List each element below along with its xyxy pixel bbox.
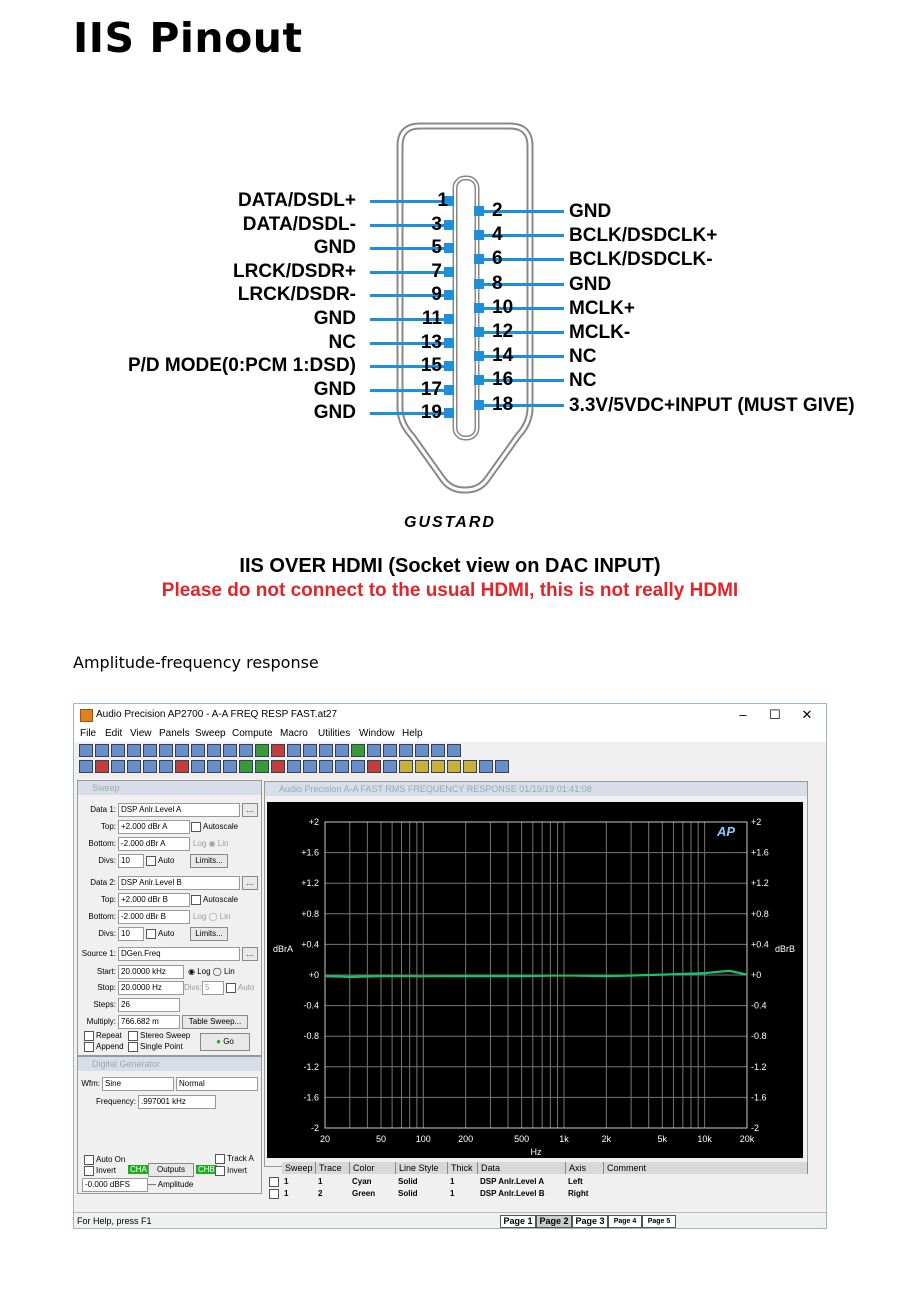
y-tick-label-right: -2 — [751, 1123, 760, 1133]
pin-number: 4 — [492, 224, 503, 246]
page-tab-1[interactable]: Page 1 — [500, 1215, 536, 1228]
zoom-icon[interactable] — [303, 744, 317, 757]
autoscale2-checkbox[interactable] — [191, 895, 201, 905]
pin-label-left: GND — [313, 402, 356, 424]
data1-browse-button[interactable]: ... — [242, 803, 258, 817]
pin-pad — [444, 220, 454, 230]
col-axis[interactable]: Axis — [566, 1162, 604, 1174]
settings-icon[interactable] — [143, 760, 157, 773]
row2-checkbox[interactable] — [269, 1189, 279, 1199]
pin-pad — [444, 243, 454, 253]
arrow-right-icon[interactable] — [287, 760, 301, 773]
pin-pad — [474, 400, 484, 410]
pin-pad — [474, 279, 484, 289]
data2-label: Data 2: — [90, 878, 116, 887]
menu-bar — [74, 726, 826, 742]
zoom-out-icon[interactable] — [319, 744, 333, 757]
table-cell[interactable]: Cyan — [352, 1177, 372, 1186]
tree-red-icon[interactable] — [271, 760, 285, 773]
x-tick-label: 2k — [601, 1134, 612, 1144]
pin-number: 8 — [492, 272, 503, 294]
pin-pad — [474, 375, 484, 385]
pin-number: 3 — [431, 213, 442, 235]
bars-icon[interactable] — [351, 760, 365, 773]
menu-panels[interactable]: Panels — [159, 728, 190, 739]
y-tick-label-left: -1.6 — [303, 1092, 319, 1103]
multiply-field[interactable]: 766.682 m — [118, 1015, 180, 1029]
menu-edit[interactable]: Edit — [105, 728, 123, 739]
spectrum7-icon[interactable] — [495, 760, 509, 773]
log-lin-source-radio[interactable]: ◉ Log ◯ Lin — [188, 967, 235, 976]
y-tick-label-right: -1.2 — [751, 1061, 767, 1072]
divs1-label: Divs: — [98, 856, 116, 865]
auto2-checkbox[interactable] — [146, 929, 156, 939]
status-bar — [74, 1212, 826, 1229]
y-tick-label-right: +0.8 — [751, 908, 769, 919]
paste-icon[interactable] — [239, 744, 253, 757]
col-sweep[interactable]: Sweep — [282, 1162, 316, 1174]
graph-window — [264, 781, 808, 1167]
spectrum5-icon[interactable] — [463, 760, 477, 773]
x-tick-label: 500 — [514, 1134, 530, 1144]
pin-number: 19 — [420, 402, 442, 424]
x-tick-label: 50 — [375, 1134, 386, 1144]
analyzer-icon[interactable] — [79, 760, 93, 773]
spectrum3-icon[interactable] — [431, 760, 445, 773]
top2-field[interactable]: +2.000 dBr B — [118, 893, 190, 907]
col-color[interactable]: Color — [350, 1162, 396, 1174]
single-point-checkbox[interactable] — [128, 1042, 138, 1052]
pin-label-left: GND — [313, 378, 356, 400]
go-button[interactable]: ● Go — [200, 1033, 250, 1051]
pin-label-left: LRCK/DSDR+ — [233, 260, 356, 282]
y-tick-label-left: +2 — [308, 817, 319, 827]
pin-label-left: GND — [313, 237, 356, 259]
pin-pad — [474, 230, 484, 240]
repeat-checkbox[interactable] — [84, 1031, 94, 1041]
gustard-logo: GUSTARD — [404, 514, 496, 531]
chart-icon[interactable] — [319, 760, 333, 773]
y-tick-label-left: -1.2 — [303, 1061, 319, 1072]
y-tick-label-right: +1.6 — [751, 847, 769, 858]
pin-number: 9 — [431, 284, 442, 306]
auto1-label: Auto — [158, 856, 175, 865]
x-tick-label: 100 — [415, 1134, 431, 1144]
copy-icon[interactable] — [223, 744, 237, 757]
frequency-response-plot — [267, 802, 803, 1158]
steps-field[interactable]: 26 — [118, 998, 180, 1012]
col-data[interactable]: Data — [478, 1162, 566, 1174]
save-all-icon[interactable] — [143, 744, 157, 757]
menu-window[interactable]: Window — [359, 728, 395, 739]
pin-number: 12 — [492, 321, 514, 342]
col-line-style[interactable]: Line Style — [396, 1162, 448, 1174]
pin-number: 1 — [437, 190, 448, 211]
y-axis-label-left: dBrA — [273, 944, 294, 955]
append-label: Append — [96, 1042, 124, 1051]
bottom1-field[interactable]: -2.000 dBr A — [118, 837, 190, 851]
pin-label-left: P/D MODE(0:PCM 1:DSD) — [127, 355, 356, 377]
pin-number: 14 — [492, 345, 514, 367]
log-lin1-radio[interactable]: Log ◉ Lin — [193, 839, 229, 848]
menu-sweep[interactable]: Sweep — [195, 728, 226, 739]
pin-pad — [444, 338, 454, 348]
pin-number: 13 — [420, 331, 442, 353]
auto-on-label: Auto On — [96, 1155, 126, 1164]
series-line — [325, 970, 747, 976]
speaker-icon[interactable] — [207, 760, 221, 773]
table-cell[interactable]: DSP Anlr.Level A — [480, 1177, 545, 1186]
y-tick-label-left: +0 — [308, 970, 319, 980]
divs-src-field[interactable]: 5 — [202, 981, 224, 995]
sweep-panel — [77, 780, 262, 1056]
filter-icon[interactable] — [175, 760, 189, 773]
break-icon[interactable] — [431, 744, 445, 757]
start-field[interactable]: 20.0000 kHz — [118, 965, 184, 979]
pinout-warning: Please do not connect to the usual HDMI, this is not really HDMI — [161, 580, 739, 601]
x-tick-label: 5k — [657, 1134, 668, 1144]
y-tick-label-left: -2 — [310, 1123, 319, 1133]
pin-pad — [444, 361, 454, 371]
graph-icon[interactable] — [335, 744, 349, 757]
ap-window — [73, 703, 827, 1229]
table-cell[interactable]: DSP Anlr.Level B — [480, 1189, 545, 1198]
menu-utilities[interactable]: Utilities — [318, 728, 351, 739]
source-label: Source 1: — [81, 949, 116, 958]
pin-pad — [474, 206, 484, 216]
pin-label-right: NC — [569, 346, 597, 368]
autoscale1-checkbox[interactable] — [191, 822, 201, 832]
toolbar-panels — [78, 759, 510, 773]
toolbar-top — [78, 743, 462, 757]
y-tick-label-right: +0 — [751, 970, 762, 980]
panel-icon[interactable] — [287, 744, 301, 757]
wfm-select[interactable]: Sine — [102, 1077, 174, 1091]
divs-src-label: Divs: — [184, 983, 202, 992]
page-tab-4[interactable]: Page 4 — [608, 1215, 642, 1228]
wfm-label: Wfm: — [81, 1079, 100, 1088]
y-axis-label-right: dBrB — [775, 944, 796, 955]
bottom2-field[interactable]: -2.000 dBr B — [118, 910, 190, 924]
col-comment[interactable]: Comment — [604, 1162, 808, 1174]
stop-macro-icon[interactable] — [383, 744, 397, 757]
row1-checkbox[interactable] — [269, 1177, 279, 1187]
invert-b-checkbox[interactable] — [215, 1166, 225, 1176]
pin-number: 11 — [421, 308, 442, 329]
page-tab-3[interactable]: Page 3 — [572, 1215, 608, 1228]
amplitude-field[interactable]: -0.000 dBFS — [82, 1178, 148, 1192]
window-title: Audio Precision AP2700 - A-A FREQ RESP FAST.at27 — [96, 709, 338, 720]
x-axis-label: Hz — [530, 1147, 542, 1157]
stereo-sweep-label: Stereo Sweep — [140, 1031, 191, 1040]
check-icon[interactable] — [239, 760, 253, 773]
autoscale1-label: Autoscale — [203, 822, 239, 831]
table-cell: 1 — [284, 1177, 289, 1186]
pin-pad — [474, 327, 484, 337]
y-tick-label-right: -0.4 — [751, 1000, 767, 1011]
table-cell[interactable]: 1 — [450, 1177, 455, 1186]
outputs-button[interactable]: Outputs — [148, 1163, 194, 1177]
table-cell[interactable]: Left — [568, 1177, 583, 1186]
autoscale2-label: Autoscale — [203, 895, 239, 904]
cut-icon[interactable] — [207, 744, 221, 757]
col-trace[interactable]: Trace — [316, 1162, 350, 1174]
freq-field[interactable]: .997001 kHz — [138, 1095, 216, 1109]
pin-pad — [474, 303, 484, 313]
x-tick-label: 20k — [739, 1134, 755, 1144]
pin-number: 6 — [492, 248, 503, 270]
pin-number: 10 — [492, 296, 514, 318]
stop-field[interactable]: 20.0000 Hz — [118, 981, 184, 995]
limits1-button[interactable]: Limits... — [190, 854, 228, 868]
pin-number: 2 — [492, 200, 503, 221]
close-button[interactable]: ✕ — [801, 707, 813, 722]
pin-label-right: MCLK- — [569, 322, 631, 343]
auto1-checkbox[interactable] — [146, 856, 156, 866]
trace-table — [282, 1162, 810, 1204]
step-icon[interactable] — [415, 744, 429, 757]
arrow-down-icon[interactable] — [303, 760, 317, 773]
generator-panel — [77, 1056, 262, 1194]
divs2-label: Divs: — [98, 929, 116, 938]
pin-pad — [474, 351, 484, 361]
go-icon[interactable] — [255, 744, 269, 757]
pin-label-right: BCLK/DSDCLK+ — [569, 225, 718, 247]
x-tick-label: 10k — [697, 1134, 712, 1144]
table-cell: 1 — [318, 1177, 323, 1186]
page-title: IIS Pinout — [73, 14, 303, 62]
save-icon[interactable] — [127, 744, 141, 757]
pin-pad — [474, 254, 484, 264]
y-tick-label-left: -0.4 — [303, 1000, 319, 1011]
pin-number: 16 — [492, 369, 514, 391]
bottom2-label: Bottom: — [88, 912, 116, 921]
pin-label-left: DATA/DSDL+ — [237, 190, 356, 211]
sweep-panel-title: Sweep — [78, 781, 261, 795]
table-cell[interactable]: 1 — [450, 1189, 455, 1198]
pin-label-left: GND — [313, 308, 356, 329]
pin-label-right: BCLK/DSDCLK- — [569, 249, 713, 271]
pin-number: 18 — [492, 393, 514, 415]
page-tab-2[interactable]: Page 2 — [536, 1215, 572, 1228]
pin-label-right: 3.3V/5VDC+INPUT (MUST GIVE) — [569, 394, 855, 416]
wave-icon[interactable] — [223, 760, 237, 773]
y-tick-label-left: -0.8 — [303, 1031, 319, 1042]
table-cell[interactable]: Solid — [398, 1177, 418, 1186]
edit-icon[interactable] — [383, 760, 397, 773]
ap-logo: AP — [717, 824, 736, 839]
invert-b-label: Invert — [227, 1166, 248, 1175]
spectrum6-icon[interactable] — [479, 760, 493, 773]
single-point-label: Single Point — [140, 1042, 183, 1051]
invert-a-label: Invert — [96, 1166, 117, 1175]
table-cell[interactable]: Right — [568, 1189, 589, 1198]
x-tick-label: 1k — [559, 1134, 569, 1144]
pinout-caption: IIS OVER HDMI (Socket view on DAC INPUT) — [239, 555, 661, 577]
x-tick-label: 200 — [458, 1134, 474, 1144]
spectrum1-icon[interactable] — [399, 760, 413, 773]
freq-label: Frequency: — [95, 1097, 136, 1106]
y-tick-label-left: +0.8 — [301, 908, 319, 919]
spectrum4-icon[interactable] — [447, 760, 461, 773]
data2-field[interactable]: DSP Anlr.Level B — [118, 876, 240, 890]
invert-a-checkbox[interactable] — [84, 1166, 94, 1176]
bottom1-label: Bottom: — [88, 839, 116, 848]
repeat-label: Repeat — [96, 1031, 122, 1040]
top2-label: Top: — [100, 895, 116, 904]
source-field[interactable]: DGen.Freq — [118, 947, 240, 961]
append-checkbox[interactable] — [84, 1042, 94, 1052]
top1-field[interactable]: +2.000 dBr A — [118, 820, 190, 834]
status-text: For Help, press F1 — [77, 1216, 152, 1226]
meter-icon[interactable] — [111, 760, 125, 773]
menu-view[interactable]: View — [130, 728, 152, 739]
y-tick-label-right: +0.4 — [751, 939, 769, 950]
chb-badge[interactable]: CHB — [198, 1165, 215, 1174]
y-tick-label-left: +1.2 — [301, 878, 319, 889]
audio-icon[interactable] — [191, 760, 205, 773]
track-a-label: Track A — [227, 1154, 254, 1163]
stop-label: Stop: — [97, 983, 116, 992]
pin-label-right: GND — [569, 273, 612, 295]
auto-src-checkbox[interactable] — [226, 983, 236, 993]
pin-pad — [444, 408, 454, 418]
mode-select[interactable]: Normal — [176, 1077, 258, 1091]
multiply-label: Multiply: — [86, 1017, 116, 1026]
stereo-sweep-checkbox[interactable] — [128, 1031, 138, 1041]
pin-pad — [444, 385, 454, 395]
auto-src-label: Auto — [238, 983, 255, 992]
table-cell[interactable]: Green — [352, 1189, 376, 1198]
maximize-button[interactable]: ☐ — [769, 707, 781, 722]
graph-title: Audio Precision A-A FAST RMS FREQUENCY RESPONSE 01/19/19 01:41:08 — [265, 782, 807, 796]
data2-browse-button[interactable]: ... — [242, 876, 258, 890]
play-icon[interactable] — [351, 744, 365, 757]
table-cell[interactable]: Solid — [398, 1189, 418, 1198]
pin-label-left: NC — [328, 331, 356, 353]
minimize-button[interactable]: – — [739, 707, 747, 722]
print-icon[interactable] — [159, 744, 173, 757]
divs1-field[interactable]: 10 — [118, 854, 144, 868]
source-browse-button[interactable]: ... — [242, 947, 258, 961]
app-icon — [80, 709, 93, 722]
preview-icon[interactable] — [175, 744, 189, 757]
go-icon-dot: ● — [216, 1037, 221, 1046]
auto2-label: Auto — [158, 929, 175, 938]
log-lin2-radio[interactable]: Log ◯ Lin — [193, 912, 231, 921]
menu-compute[interactable]: Compute — [232, 728, 273, 739]
y-tick-label-right: -1.6 — [751, 1092, 767, 1103]
menu-file[interactable]: File — [80, 728, 97, 739]
page-tab-5[interactable]: Page 5 — [642, 1215, 676, 1228]
steps-label: Steps: — [93, 1000, 116, 1009]
generator-panel-title: Digital Generator — [78, 1057, 261, 1071]
col-thick[interactable]: Thick — [448, 1162, 478, 1174]
open-icon[interactable] — [95, 744, 109, 757]
pin-label-left: LRCK/DSDR- — [237, 284, 356, 306]
y-tick-label-right: +1.2 — [751, 878, 769, 889]
pin-number: 15 — [420, 355, 442, 377]
data1-field[interactable]: DSP Anlr.Level A — [118, 803, 240, 817]
limits2-button[interactable]: Limits... — [190, 927, 228, 941]
table-cell: 2 — [318, 1189, 323, 1198]
table-cell: 1 — [284, 1189, 289, 1198]
pin-label-right: GND — [569, 201, 612, 222]
generator-icon[interactable] — [95, 760, 109, 773]
x-tick-label: 20 — [319, 1134, 331, 1144]
menu-help[interactable]: Help — [402, 728, 423, 739]
pin-label-left: DATA/DSDL- — [242, 213, 356, 235]
y-tick-label-left: +0.4 — [301, 939, 319, 950]
section-title: Amplitude-frequency response — [73, 653, 319, 672]
y-tick-label-right: -0.8 — [751, 1031, 767, 1042]
pin-label-right: NC — [569, 370, 597, 392]
stop-icon[interactable] — [271, 744, 285, 757]
track-a-checkbox[interactable] — [215, 1154, 225, 1164]
cha-badge[interactable]: CHA — [130, 1165, 147, 1174]
table-sweep-button[interactable]: Table Sweep... — [182, 1015, 248, 1029]
watch-icon[interactable] — [447, 744, 461, 757]
amplitude-label: — Amplitude — [148, 1180, 194, 1189]
y-tick-label-right: +2 — [751, 817, 762, 827]
load-icon[interactable] — [111, 744, 125, 757]
undo-icon[interactable] — [191, 744, 205, 757]
pause-icon[interactable] — [367, 744, 381, 757]
window-titlebar — [74, 704, 826, 726]
sweep-panel-icon[interactable] — [127, 760, 141, 773]
pin-pad — [444, 290, 454, 300]
pin-pad — [444, 314, 454, 324]
hand-icon[interactable] — [399, 744, 413, 757]
io-icon[interactable] — [159, 760, 173, 773]
menu-macro[interactable]: Macro — [280, 728, 308, 739]
bug-icon[interactable] — [367, 760, 381, 773]
auto-on-checkbox[interactable] — [84, 1155, 94, 1165]
top1-label: Top: — [100, 822, 116, 831]
data1-label: Data 1: — [90, 805, 116, 814]
divs2-field[interactable]: 10 — [118, 927, 144, 941]
new-icon[interactable] — [79, 744, 93, 757]
spectrum2-icon[interactable] — [415, 760, 429, 773]
y-tick-label-left: +1.6 — [301, 847, 319, 858]
pin-label-right: MCLK+ — [569, 297, 635, 319]
tree-icon[interactable] — [255, 760, 269, 773]
pin-number: 5 — [431, 237, 442, 259]
pin-pad — [444, 267, 454, 277]
window-icon[interactable] — [335, 760, 349, 773]
start-label: Start: — [96, 967, 116, 976]
pin-number: 7 — [431, 260, 442, 282]
pin-number: 17 — [420, 378, 442, 400]
